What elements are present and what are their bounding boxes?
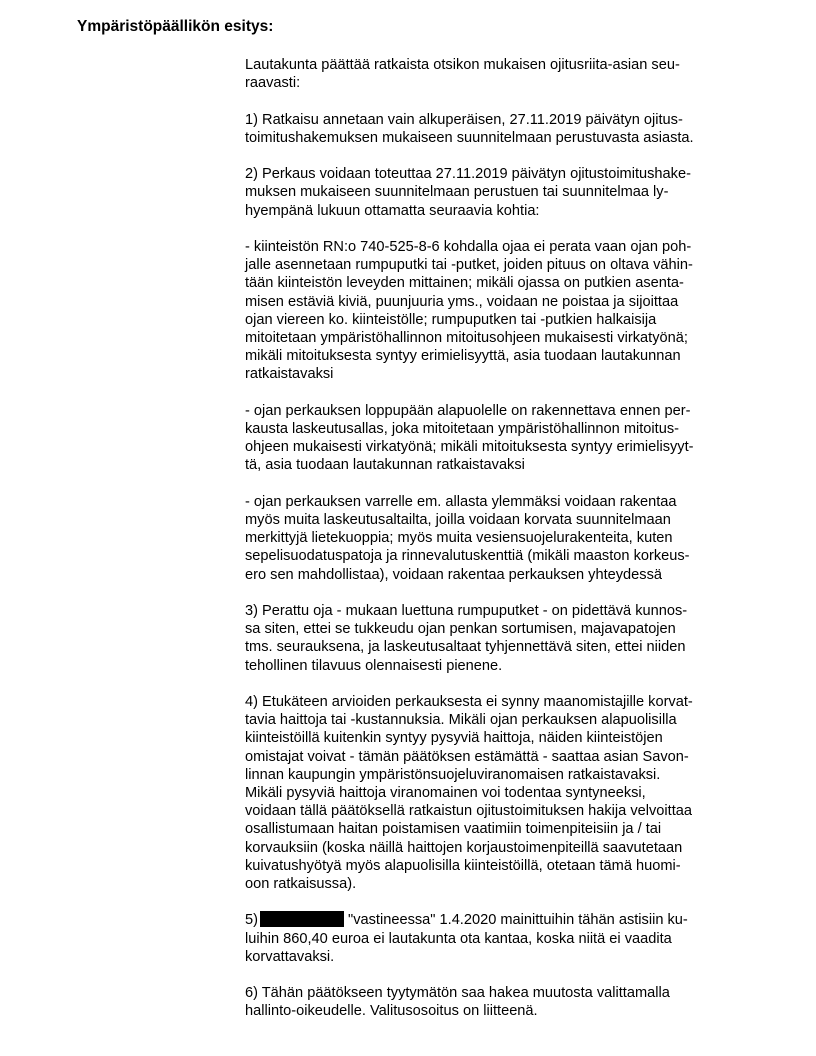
paragraph-line: tms. seurauksena, ja laskeutusaltaat tyhjennettävä siten, ettei niiden [245, 639, 686, 656]
paragraph-line: hyempänä lukuun ottamatta seuraavia kohtia: [245, 202, 540, 219]
paragraph [245, 56, 745, 92]
paragraph [245, 984, 745, 1020]
paragraph-line: 4) Etukäteen arvioiden perkauksesta ei synny maanomistajille korvat- [245, 694, 693, 710]
paragraph-line: - ojan perkauksen loppupään alapuolelle on rakennettava ennen per- [245, 402, 691, 419]
paragraph-line: tään kiinteistön leveyden mittainen; mikäli ojassa on putkien asenta- [245, 275, 684, 292]
paragraph [245, 111, 745, 147]
paragraph-line: sa siten, ettei se tukkeudu ojan penkan sortumisen, majavapatojen [245, 621, 676, 638]
paragraph-line: kiinteistöillä kuitenkin syntyy pysyviä haittoja, näiden kiinteistöjen [245, 730, 663, 747]
paragraph-line: korvauksiin (koska näillä haittojen korjaustoimenpiteillä saavutetaan [245, 839, 683, 856]
paragraph [245, 602, 745, 675]
paragraph-line: kausta laskeutusallas, joka mitoitetaan ympäristöhallinnon mitoitus- [245, 421, 679, 437]
paragraph-line: tä, asia tuodaan lautakunnan ratkaistavaksi [245, 457, 525, 474]
paragraph-line: kuivatushyötyä myös alapuolisilla kiinteistöillä, otetaan tämä huomi- [245, 857, 681, 874]
paragraph-line: merkittyjä lietekuoppia; myös muita vesiensuojelurakenteita, kuten [245, 530, 673, 547]
paragraph-line: hallinto-oikeudelle. Valitusosoitus on liitteenä. [245, 1003, 538, 1020]
paragraph-line: - ojan perkauksen varrelle em. allasta ylemmäksi voidaan rakentaa [245, 493, 677, 510]
paragraph [245, 493, 745, 584]
paragraph [245, 693, 745, 893]
paragraph-line: Lautakunta päättää ratkaista otsikon mukaisen ojitusriita-asian seu- [245, 57, 680, 73]
paragraph [245, 165, 745, 220]
item-number: 5) [245, 912, 258, 929]
paragraph-line: korvattavaksi. [245, 948, 335, 965]
paragraph-line: luihin 860,40 euroa ei lautakunta ota kantaa, koska niitä ei vaadita [245, 930, 672, 947]
paragraph-line: mikäli mitoituksesta syntyy erimielisyyttä, asia tuodaan lautakunnan [245, 348, 681, 365]
paragraph-line: ohjeen mukaisesti virkatyönä; mikäli mitoituksesta syntyy erimielisyyt- [245, 439, 694, 456]
paragraph-line: toimitushakemuksen mukaiseen suunnitelmaan perustuvasta asiasta. [245, 129, 694, 146]
paragraph-line: sepelisuodatuspatoja ja rinnevalutuskenttiä (mikäli maaston korkeus- [245, 548, 690, 565]
paragraph-line: osallistumaan haitan poistamisen vaatimiin toimenpiteisiin ja / tai [245, 821, 662, 838]
paragraph-line: oon ratkaisussa). [245, 876, 357, 893]
paragraph-line: Mikäli pysyviä haittoja viranomainen voi todentaa syntyneeksi, [245, 785, 646, 802]
paragraph-line: 3) Perattu oja - mukaan luettuna rumpuputket - on pidettävä kunnos- [245, 603, 688, 619]
paragraph-line: raavasti: [245, 75, 301, 92]
line-text: "vastineessa" 1.4.2020 mainittuihin tähän astisiin ku- [343, 912, 688, 929]
paragraph-line: 6) Tähän päätökseen tyytymätön saa hakea muutosta valittamalla [245, 985, 670, 1002]
redaction-box [260, 911, 344, 927]
paragraph-line: tehollinen tilavuus olennaisesti pienene. [245, 657, 503, 674]
paragraph-line: misen estäviä kiviä, puunjuuria yms., voidaan ne poistaa ja sijoittaa [245, 293, 679, 310]
paragraph-line: ratkaistavaksi [245, 366, 334, 383]
document-body [245, 56, 745, 1021]
paragraph-line: - kiinteistön RN:o 740-525-8-6 kohdalla ojaa ei perata vaan ojan poh- [245, 238, 692, 255]
paragraph-line: ero sen mahdollistaa), voidaan rakentaa perkauksen yhteydessä [245, 566, 662, 583]
paragraph-line [245, 911, 745, 929]
paragraph-line: ojan viereen ko. kiinteistölle; rumpuputken tai -putkien halkaisija [245, 311, 657, 328]
paragraph-line: 1) Ratkaisu annetaan vain alkuperäisen, 27.11.2019 päivätyn ojitus- [245, 111, 683, 128]
paragraph-line: muksen mukaiseen suunnitelmaan perustuen tai suunnitelmaa ly- [245, 184, 669, 201]
paragraph-line: jalle asennetaan rumpuputki tai -putket, joiden pituus on oltava vähin- [245, 257, 693, 274]
paragraph-line: omistajat voivat - tämän päätöksen estämättä - saattaa asian Savon- [245, 748, 689, 765]
paragraph [245, 238, 745, 384]
paragraph-line: voidaan tällä päätöksellä ratkaistun ojitustoimituksen hakija velvoittaa [245, 803, 692, 820]
paragraph [245, 911, 745, 966]
document-heading: Ympäristöpäällikön esitys: [77, 18, 274, 35]
paragraph-line: mitoitetaan ympäristöhallinnon mitoitusohjeen mukaisesti virkatyönä; [245, 330, 688, 346]
paragraph-line: tavia haittoja tai -kustannuksia. Mikäli ojan perkauksen alapuolisilla [245, 712, 677, 729]
paragraph [245, 402, 745, 475]
paragraph-line: linnan kaupungin ympäristönsuojeluviranomaisen ratkaistavaksi. [245, 766, 661, 783]
paragraph-line: myös muita laskeutusaltailta, joilla voidaan korvata suunnitelmaan [245, 512, 671, 528]
paragraph-line: 2) Perkaus voidaan toteuttaa 27.11.2019 päivätyn ojitustoimitushake- [245, 166, 691, 183]
